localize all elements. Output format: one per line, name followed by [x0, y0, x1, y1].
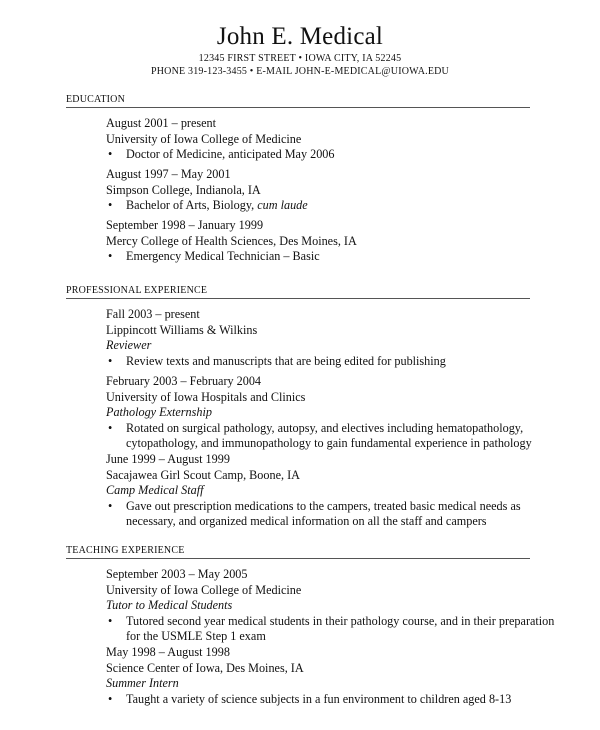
bullet-icon: •	[108, 691, 113, 706]
education-entry	[106, 116, 526, 163]
teaching-entry	[106, 645, 526, 707]
entry-role: Reviewer	[106, 338, 152, 353]
bullet-item	[106, 198, 526, 214]
bullet-text: cytopathology, and immunopathology to gain fundamental experience in pathology	[126, 436, 532, 451]
entry-organization: University of Iowa Hospitals and Clinics	[106, 389, 306, 404]
entry-organization: Science Center of Iowa, Des Moines, IA	[106, 660, 304, 675]
applicant-name: John E. Medical	[216, 23, 384, 50]
bullet-item	[106, 420, 532, 452]
bullet-text: for the USMLE Step 1 exam	[126, 629, 266, 644]
entry-role: Tutor to Medical Students	[106, 598, 233, 613]
entry-dates: September 2003 – May 2005	[106, 567, 248, 581]
contact-line: PHONE 319-123-3455 • E-MAIL JOHN-E-MEDICAL@UIOWA.EDU	[151, 66, 449, 77]
bullet-icon: •	[108, 420, 113, 435]
bullet-item	[106, 499, 526, 530]
entry-dates: May 1998 – August 1998	[106, 645, 230, 659]
entry-dates: June 1999 – August 1999	[106, 452, 230, 466]
honors-text: cum laude	[257, 198, 308, 213]
entry-role: Pathology Externship	[106, 405, 212, 420]
experience-heading: PROFESSIONAL EXPERIENCE	[66, 285, 530, 299]
bullet-text: Bachelor of Arts, Biology,	[126, 198, 258, 213]
entry-role: Camp Medical Staff	[106, 483, 204, 498]
bullet-text: Doctor of Medicine, anticipated May 2006	[126, 147, 335, 162]
teaching-entry	[106, 567, 555, 645]
entry-organization: Sacajawea Girl Scout Camp, Boone, IA	[106, 467, 300, 482]
bullet-text: Gave out prescription medications to the campers, treated basic medical needs as	[126, 498, 521, 513]
bullet-text: Tutored second year medical students in their pathology course, and in their preparation	[126, 613, 555, 628]
entry-dates: August 2001 – present	[106, 116, 217, 130]
entry-organization: Mercy College of Health Sciences, Des Moines, IA	[106, 233, 357, 248]
entry-organization: University of Iowa College of Medicine	[106, 131, 302, 146]
bullet-text: Emergency Medical Technician – Basic	[126, 249, 320, 264]
bullet-item	[106, 354, 526, 370]
entry-organization: Simpson College, Indianola, IA	[106, 182, 261, 197]
bullet-item	[106, 249, 526, 265]
bullet-item	[106, 147, 526, 163]
resume-header	[0, 22, 600, 78]
experience-entry	[106, 307, 526, 369]
teaching-heading: TEACHING EXPERIENCE	[66, 545, 530, 559]
bullet-icon: •	[108, 613, 113, 628]
bullet-text: Review texts and manuscripts that are being edited for publishing	[126, 353, 446, 368]
education-heading: EDUCATION	[66, 94, 530, 108]
entry-dates: February 2003 – February 2004	[106, 374, 262, 388]
education-entry	[106, 167, 526, 214]
entry-organization: Lippincott Williams & Wilkins	[106, 322, 258, 337]
entry-dates: August 1997 – May 2001	[106, 167, 231, 181]
bullet-icon: •	[108, 198, 113, 213]
education-entry	[106, 218, 526, 265]
entry-role: Summer Intern	[106, 676, 179, 691]
entry-dates: Fall 2003 – present	[106, 307, 200, 321]
bullet-icon: •	[108, 498, 113, 513]
bullet-icon: •	[108, 353, 113, 368]
bullet-icon: •	[108, 249, 113, 264]
experience-entry	[106, 452, 526, 530]
bullet-text: Rotated on surgical pathology, autopsy, and electives including hematopathology,	[126, 420, 524, 435]
entry-organization: University of Iowa College of Medicine	[106, 582, 302, 597]
bullet-item	[106, 613, 555, 645]
experience-entry	[106, 374, 532, 452]
bullet-icon: •	[108, 147, 113, 162]
bullet-text: Taught a variety of science subjects in a fun environment to children aged 8-13	[126, 691, 512, 706]
address-line: 12345 FIRST STREET • IOWA CITY, IA 52245	[198, 53, 402, 64]
bullet-item	[106, 692, 526, 708]
entry-dates: September 1998 – January 1999	[106, 218, 264, 232]
bullet-text: necessary, and organized medical information on all the staff and campers	[126, 514, 487, 529]
